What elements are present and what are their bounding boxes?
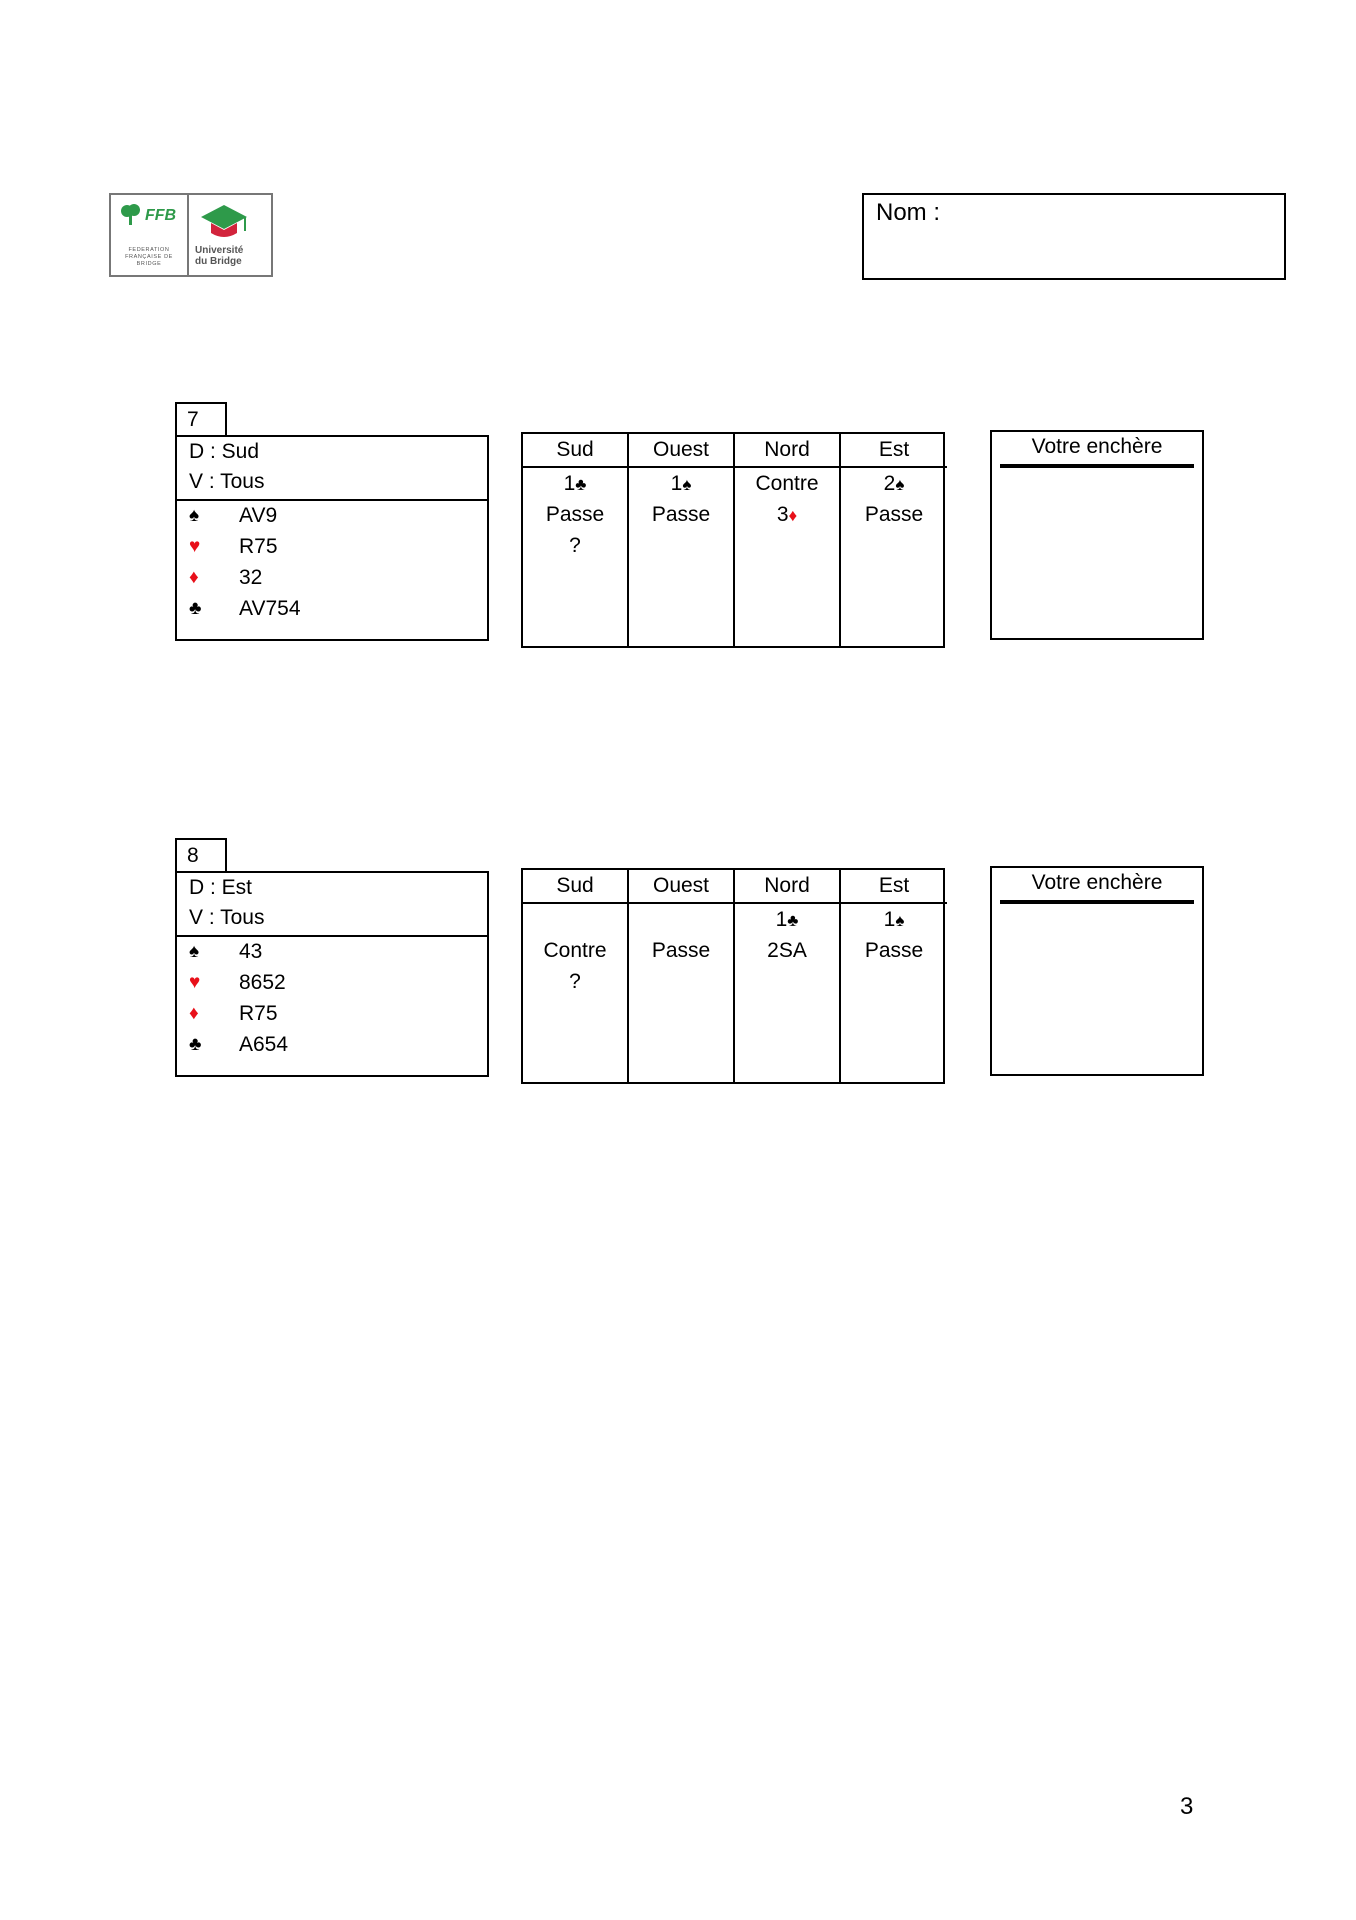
auction-bid: Passe [864, 939, 924, 962]
votre-enchere-label: Votre enchère [1031, 435, 1163, 458]
votre-enchere-rule [1000, 900, 1194, 904]
auction-table [521, 868, 945, 1084]
spade-icon: ♠ [189, 505, 200, 526]
graduation-cap-icon [199, 203, 249, 241]
auction-table [521, 432, 945, 648]
page-number: 3 [1180, 1793, 1194, 1820]
club-cards: AV754 [239, 597, 301, 620]
auction-bid: 2♠ [883, 472, 905, 495]
univ-logo [189, 195, 271, 275]
diamond-icon: ♦ [189, 1003, 199, 1024]
auction-bid: Contre [543, 939, 607, 962]
spade-cards: 43 [239, 940, 263, 963]
auction-header: Est [841, 434, 947, 468]
deal-number-7: 7 [175, 402, 227, 436]
auction-col-sud [523, 434, 629, 646]
votre-enchere-label: Votre enchère [1031, 871, 1163, 894]
auction-header: Ouest [629, 434, 733, 468]
auction-col-ouest [629, 434, 735, 646]
auction-bid: 1♣ [775, 908, 799, 931]
auction-col-nord [735, 870, 841, 1082]
auction-header: Sud [523, 870, 627, 904]
ffb-mark: FFB [145, 207, 177, 224]
auction-bid: 1♣ [563, 472, 587, 495]
vuln-label: V : Tous [189, 470, 265, 493]
auction-bid: Passe [545, 503, 605, 526]
spade-icon: ♠ [189, 941, 200, 962]
ffb-logo-left [111, 195, 189, 275]
vuln-label: V : Tous [189, 906, 265, 929]
deal-number-8: 8 [175, 838, 227, 872]
tree-icon [119, 203, 143, 225]
ffb-logo [109, 193, 273, 277]
univ-text-1: Université [195, 245, 244, 256]
auction-bid: ? [569, 970, 581, 993]
auction-bid: 1♠ [883, 908, 905, 931]
hand-divider [177, 499, 487, 501]
auction-col-sud [523, 870, 629, 1082]
auction-bid: 1♠ [670, 472, 692, 495]
diamond-icon: ♦ [189, 567, 199, 588]
heart-cards: R75 [239, 535, 278, 558]
auction-bid: Passe [651, 503, 711, 526]
auction-bid: 3♦ [776, 503, 798, 526]
auction-header: Nord [735, 870, 839, 904]
nom-field[interactable] [862, 193, 1286, 280]
nom-label: Nom : [876, 199, 941, 226]
votre-enchere-rule [1000, 464, 1194, 468]
dealer-label: D : Sud [189, 440, 260, 463]
auction-bid: Passe [864, 503, 924, 526]
club-cards: A654 [239, 1033, 289, 1056]
dealer-label: D : Est [189, 876, 253, 899]
auction-bid: Passe [651, 939, 711, 962]
auction-header: Est [841, 870, 947, 904]
auction-col-ouest [629, 870, 735, 1082]
hand-divider [177, 935, 487, 937]
univ-text-2: du Bridge [195, 256, 242, 267]
votre-enchere-box[interactable] [990, 430, 1204, 640]
ffb-text: FEDERATION FRANÇAISE DE BRIDGE [125, 247, 173, 267]
diamond-cards: 32 [239, 566, 263, 589]
auction-col-est [841, 870, 947, 1082]
auction-header: Nord [735, 434, 839, 468]
votre-enchere-box[interactable] [990, 866, 1204, 1076]
auction-header: Ouest [629, 870, 733, 904]
diamond-cards: R75 [239, 1002, 278, 1025]
auction-header: Sud [523, 434, 627, 468]
hand-box [175, 435, 489, 641]
auction-bid: Contre [755, 472, 819, 495]
auction-col-nord [735, 434, 841, 646]
auction-col-est [841, 434, 947, 646]
heart-icon: ♥ [189, 536, 201, 557]
club-icon: ♣ [189, 1034, 202, 1055]
auction-bid: 2SA [767, 939, 807, 962]
univ-text [195, 245, 271, 267]
hand-box [175, 871, 489, 1077]
heart-cards: 8652 [239, 971, 286, 994]
heart-icon: ♥ [189, 972, 201, 993]
auction-bid: ? [569, 534, 581, 557]
club-icon: ♣ [189, 598, 202, 619]
spade-cards: AV9 [239, 504, 278, 527]
